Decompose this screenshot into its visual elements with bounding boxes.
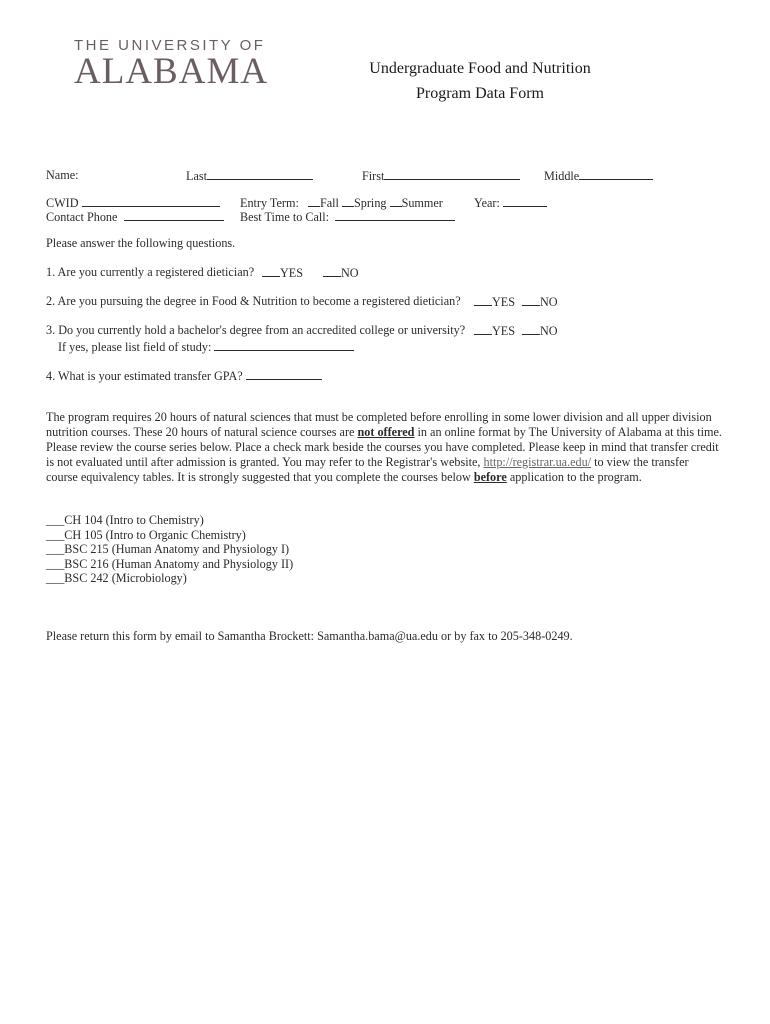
question-4: 4. What is your estimated transfer GPA? xyxy=(46,369,243,383)
entry-term-label: Entry Term: xyxy=(240,196,299,210)
cwid-label: CWID xyxy=(46,196,79,210)
fall-label: Fall xyxy=(319,196,339,210)
form-title-line1: Undergraduate Food and Nutrition xyxy=(369,60,591,77)
q3-yes-label: YES xyxy=(492,324,516,338)
name-label: Name: xyxy=(46,168,79,182)
best-time-blank[interactable] xyxy=(335,209,455,221)
q1-yes-option[interactable] xyxy=(262,265,303,281)
middle-name-blank[interactable] xyxy=(579,168,653,180)
form-title-line2: Program Data Form xyxy=(416,85,544,102)
paragraph-line xyxy=(46,425,736,440)
course-ch104[interactable]: ___CH 104 (Intro to Chemistry) xyxy=(46,513,204,527)
paragraph-text: in an online format by The University of Alabama at this time. xyxy=(414,425,722,439)
middle-name-field[interactable] xyxy=(544,168,653,184)
logo-line1: THE UNIVERSITY OF xyxy=(74,37,266,54)
registrar-link[interactable]: http://registrar.ua.edu/ xyxy=(483,455,592,469)
q3-no-label: NO xyxy=(540,324,558,338)
year-blank[interactable] xyxy=(503,195,547,207)
q2-no-label: NO xyxy=(540,295,558,309)
course-bsc242[interactable]: ___BSC 242 (Microbiology) xyxy=(46,571,187,585)
return-instructions: Please return this form by email to Samantha Brockett: Samantha.bama@ua.edu or by fax to 205-348-0249. xyxy=(46,629,573,643)
contact-phone-field[interactable] xyxy=(46,209,224,225)
best-time-field[interactable] xyxy=(240,209,455,225)
before-emphasis: before xyxy=(473,470,507,484)
paragraph-line xyxy=(46,455,736,470)
gpa-field[interactable] xyxy=(46,368,322,384)
q3-no-blank[interactable] xyxy=(522,323,540,335)
summer-check[interactable] xyxy=(390,195,402,207)
first-name-blank[interactable] xyxy=(384,168,520,180)
q1-no-blank[interactable] xyxy=(323,265,341,277)
paragraph-text: application to the program. xyxy=(506,470,642,484)
q2-yes-blank[interactable] xyxy=(474,294,492,306)
paragraph-text: course equivalency tables. It is strongly suggested that you complete the courses below xyxy=(46,470,474,484)
field-of-study-blank[interactable] xyxy=(214,339,354,351)
field-of-study-field[interactable] xyxy=(58,339,354,355)
spring-check[interactable] xyxy=(342,195,354,207)
questions-intro: Please answer the following questions. xyxy=(46,236,236,250)
course-ch105[interactable]: ___CH 105 (Intro to Organic Chemistry) xyxy=(46,528,246,542)
q3-yes-option[interactable] xyxy=(474,323,515,339)
question-2: 2. Are you pursuing the degree in Food & Nutrition to become a registered dietician? xyxy=(46,294,461,308)
requirements-paragraph xyxy=(46,410,736,485)
summer-label: Summer xyxy=(401,196,443,210)
paragraph-text: is not evaluated until after admission is granted. You may refer to the Registrar's website, xyxy=(46,455,484,469)
university-logo xyxy=(74,38,268,90)
q2-yes-option[interactable] xyxy=(474,294,515,310)
last-name-field[interactable] xyxy=(186,168,313,184)
paragraph-text: to view the transfer xyxy=(591,455,689,469)
q1-no-label: NO xyxy=(341,266,359,280)
first-label: First xyxy=(362,169,385,183)
year-label: Year: xyxy=(474,196,500,210)
best-time-label: Best Time to Call: xyxy=(240,210,330,224)
paragraph-line: Please review the course series below. Place a check mark beside the courses you have completed. Please keep in mind that transfer credit xyxy=(46,440,719,454)
paragraph-line: The program requires 20 hours of natural sciences that must be completed before enrolling in some lower division and all upper division xyxy=(46,410,712,424)
gpa-blank[interactable] xyxy=(246,368,322,380)
contact-phone-label: Contact Phone xyxy=(46,210,118,224)
year-field[interactable] xyxy=(474,195,547,211)
q3-yes-blank[interactable] xyxy=(474,323,492,335)
q1-no-option[interactable] xyxy=(323,265,359,281)
question-1: 1. Are you currently a registered dietician? xyxy=(46,265,255,279)
last-label: Last xyxy=(186,169,207,183)
paragraph-text: nutrition courses. These 20 hours of natural science courses are xyxy=(46,425,358,439)
q3-no-option[interactable] xyxy=(522,323,558,339)
first-name-field[interactable] xyxy=(362,168,520,184)
not-offered-emphasis: not offered xyxy=(357,425,415,439)
course-bsc216[interactable]: ___BSC 216 (Human Anatomy and Physiology II) xyxy=(46,557,294,571)
middle-label: Middle xyxy=(544,169,580,183)
last-name-blank[interactable] xyxy=(207,168,313,180)
field-of-study-label: If yes, please list field of study: xyxy=(58,340,212,354)
paragraph-line xyxy=(46,470,736,485)
cwid-blank[interactable] xyxy=(82,195,220,207)
course-bsc215[interactable]: ___BSC 215 (Human Anatomy and Physiology I) xyxy=(46,542,290,556)
question-3: 3. Do you currently hold a bachelor's degree from an accredited college or university? xyxy=(46,323,466,337)
logo-line2: ALABAMA xyxy=(74,51,269,92)
fall-check[interactable] xyxy=(308,195,320,207)
q1-yes-label: YES xyxy=(280,266,304,280)
spring-label: Spring xyxy=(354,196,387,210)
q1-yes-blank[interactable] xyxy=(262,265,280,277)
q2-no-blank[interactable] xyxy=(522,294,540,306)
q2-no-option[interactable] xyxy=(522,294,558,310)
contact-phone-blank[interactable] xyxy=(124,209,224,221)
q2-yes-label: YES xyxy=(492,295,516,309)
